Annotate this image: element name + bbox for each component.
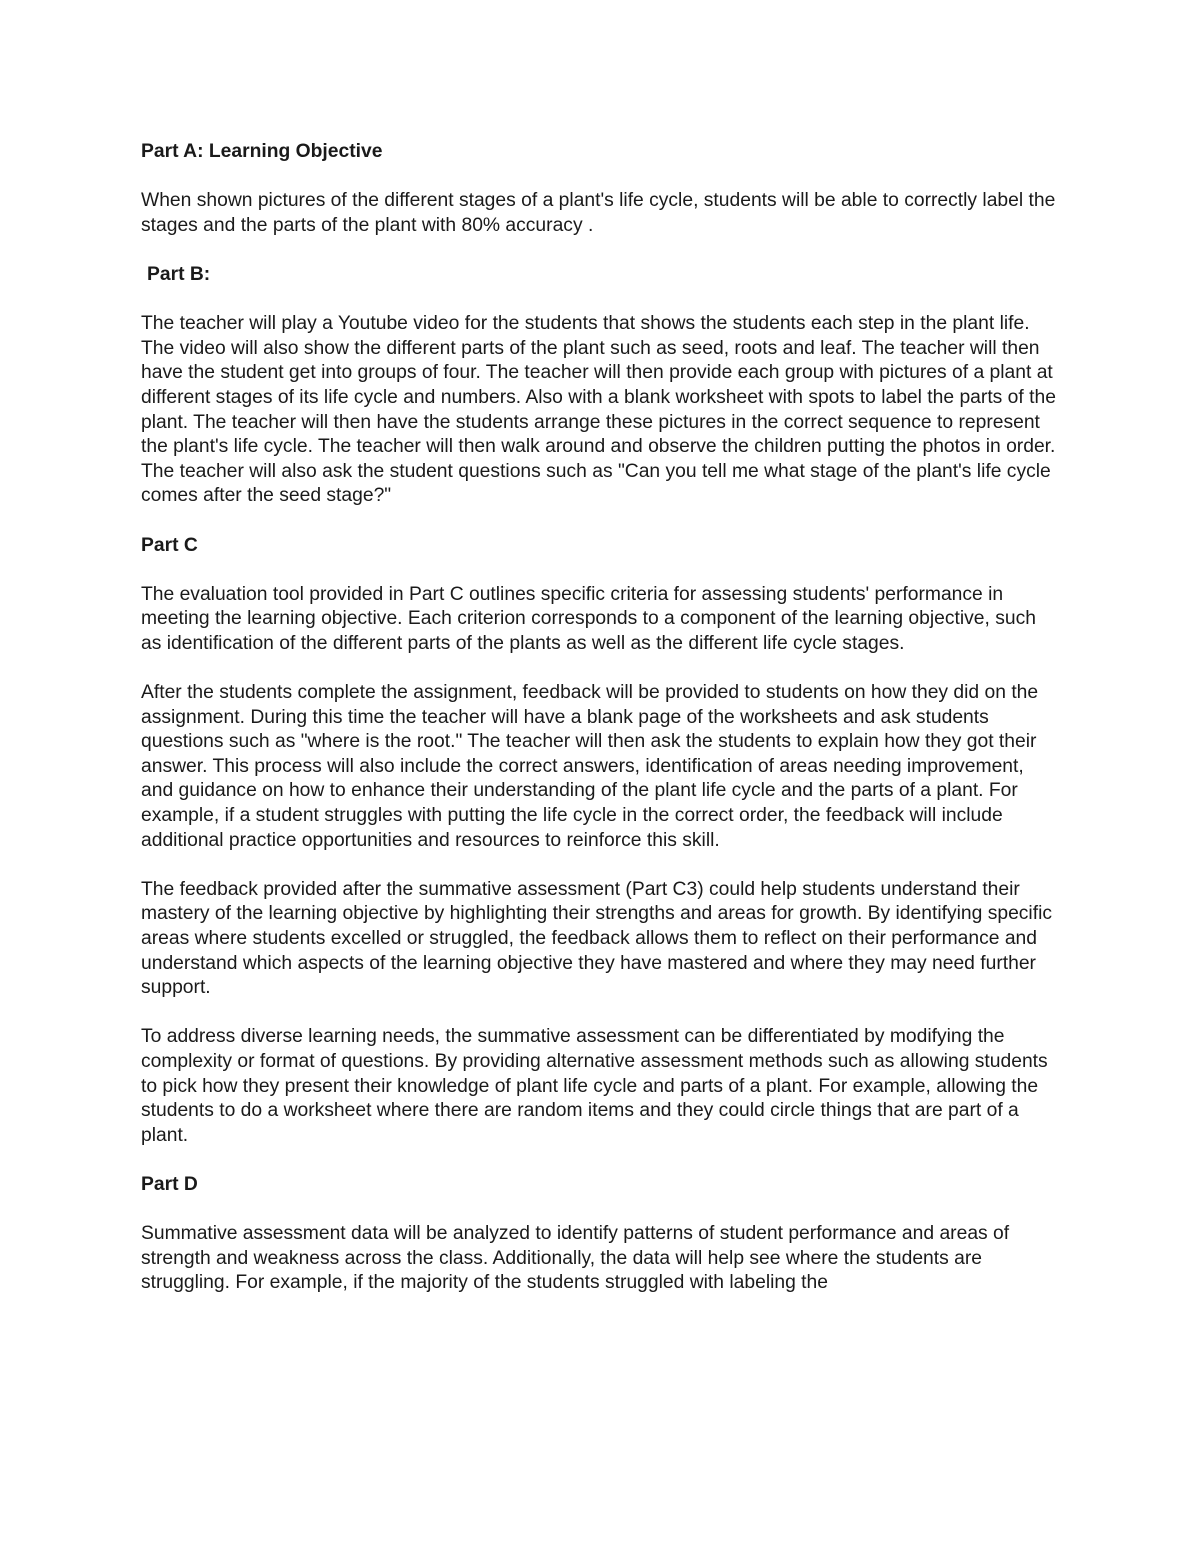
spacer	[141, 1148, 1056, 1173]
part-b-paragraph-1: The teacher will play a Youtube video for the students that shows the students each step in the plant life. The video will also show the different parts of the plant such as seed, roots and leaf. The teacher will then have the student get into groups of four. The teacher will then provide each group with pictures of a plant at different stages of its life cycle and numbers. Also with a blank worksheet with spots to label the parts of the plant. The teacher will then have the students arrange these pictures in the correct sequence to represent the plant's life cycle. The teacher will then walk around and observe the children putting the photos in order. The teacher will also ask the student questions such as "Can you tell me what stage of the plant's life cycle comes after the seed stage?"	[141, 313, 1056, 507]
part-d-heading: Part D	[141, 1173, 198, 1195]
spacer	[141, 509, 1056, 534]
spacer	[141, 238, 1056, 263]
spacer	[141, 656, 1056, 681]
part-a-heading: Part A: Learning Objective	[141, 141, 383, 162]
part-c-heading: Part C	[141, 534, 198, 556]
part-d-paragraph-1: Summative assessment data will be analyzed to identify patterns of student performance and areas of strength and weakness across the class. Additionally, the data will help see where the students are struggling. For example, if the majority of the students struggled with labeling the	[141, 1223, 1010, 1294]
spacer	[141, 165, 1056, 190]
spacer	[141, 1001, 1056, 1026]
spacer	[141, 853, 1056, 878]
spacer	[141, 1198, 1056, 1223]
part-b-heading: Part B:	[147, 263, 211, 285]
part-c-paragraph-2: After the students complete the assignment, feedback will be provided to students on how they did on the assignment. During this time the teacher will have a blank page of the worksheets and ask students questions such as "where is the root." The teacher will then ask the students to explain how they got their answer. This process will also include the correct answers, identification of areas needing improvement, and guidance on how to enhance their understanding of the plant life cycle and the parts of a plant. For example, if a student struggles with putting the life cycle in the correct order, the feedback will include additional practice opportunities and resources to reinforce this skill.	[141, 682, 1039, 851]
part-c-paragraph-1: The evaluation tool provided in Part C outlines specific criteria for assessing students' performance in meeting the learning objective. Each criterion corresponds to a component of the learning objective, such as identification of the different parts of the plants as well as the different life cycle stages.	[141, 583, 1036, 654]
part-a-paragraph-1: When shown pictures of the different stages of a plant's life cycle, students will be able to correctly label the stages and the parts of the plant with 80% accuracy .	[141, 190, 1056, 236]
document-body	[141, 140, 1056, 1296]
part-c-paragraph-4: To address diverse learning needs, the summative assessment can be differentiated by modifying the complexity or format of questions. By providing alternative assessment methods such as allowing students to pick how they present their knowledge of plant life cycle and parts of a plant. For example, allowing the students to do a worksheet where there are random items and they could circle things that are part of a plant.	[141, 1026, 1048, 1146]
spacer	[141, 288, 1056, 313]
spacer	[141, 558, 1056, 583]
part-c-paragraph-3: The feedback provided after the summative assessment (Part C3) could help students understand their mastery of the learning objective by highlighting their strengths and areas for growth. By identifying specific areas where students excelled or struggled, the feedback allows them to reflect on their performance and understand which aspects of the learning objective they have mastered and where they may need further support.	[141, 878, 1052, 999]
